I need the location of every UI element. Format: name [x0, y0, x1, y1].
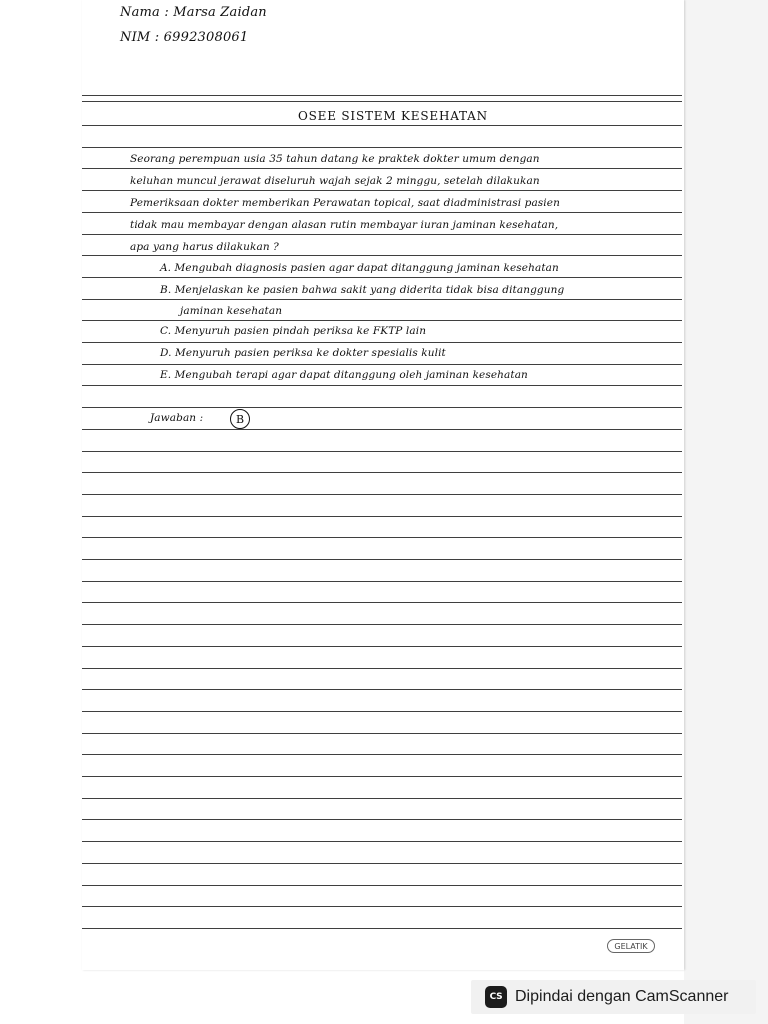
- ruled-line: [82, 819, 682, 820]
- ruled-line: [82, 516, 682, 517]
- ruled-line: [82, 101, 682, 102]
- ruled-line: [82, 320, 682, 321]
- question-line: apa yang harus dilakukan ?: [130, 241, 279, 253]
- ruled-line: [82, 451, 682, 452]
- camscanner-text: Dipindai dengan CamScanner: [515, 988, 729, 1005]
- ruled-line: [82, 277, 682, 278]
- ruled-line: [82, 494, 682, 495]
- camscanner-logo-icon: CS: [485, 986, 507, 1008]
- option-b-continued: jaminan kesehatan: [180, 305, 283, 317]
- ruled-line: [82, 668, 682, 669]
- ruled-line: [82, 407, 682, 408]
- option-b: B. Menjelaskan ke pasien bahwa sakit yang diderita tidak bisa ditanggung: [160, 284, 565, 296]
- ruled-line: [82, 602, 682, 603]
- ruled-line: [82, 711, 682, 712]
- ruled-line: [82, 559, 682, 560]
- question-line: Pemeriksaan dokter memberikan Perawatan topical, saat diadministrasi pasien: [130, 197, 560, 209]
- ruled-line: [82, 472, 682, 473]
- ruled-line: [82, 928, 682, 929]
- ruled-line: [82, 537, 682, 538]
- ruled-line: [82, 255, 682, 256]
- student-name: Nama : Marsa Zaidan: [120, 5, 267, 20]
- question-line: Seorang perempuan usia 35 tahun datang ke praktek dokter umum dengan: [130, 153, 540, 165]
- student-id: NIM : 6992308061: [120, 30, 249, 45]
- question-line: keluhan muncul jerawat diseluruh wajah sejak 2 minggu, setelah dilakukan: [130, 175, 540, 187]
- option-e: E. Mengubah terapi agar dapat ditanggung oleh jaminan kesehatan: [160, 369, 528, 381]
- page-edge-shadow: [684, 0, 768, 1024]
- ruled-line: [82, 754, 682, 755]
- ruled-line: [82, 342, 682, 343]
- notebook-sheet: [82, 0, 684, 970]
- camscanner-badge: [471, 980, 756, 1014]
- ruled-line: [82, 733, 682, 734]
- option-a: A. Mengubah diagnosis pasien agar dapat ditanggung jaminan kesehatan: [160, 262, 559, 274]
- ruled-line: [82, 885, 682, 886]
- ruled-line: [82, 385, 682, 386]
- ruled-line: [82, 364, 682, 365]
- ruled-line: [82, 95, 682, 96]
- page-title: OSEE SISTEM KESEHATAN: [298, 109, 488, 123]
- paper-brand-logo: GELATIK: [607, 939, 655, 953]
- ruled-line: [82, 689, 682, 690]
- ruled-line: [82, 798, 682, 799]
- ruled-line: [82, 212, 682, 213]
- ruled-line: [82, 125, 682, 126]
- ruled-line: [82, 190, 682, 191]
- answer-label: Jawaban :: [150, 412, 204, 424]
- ruled-line: [82, 234, 682, 235]
- ruled-line: [82, 776, 682, 777]
- ruled-line: [82, 841, 682, 842]
- question-line: tidak mau membayar dengan alasan rutin membayar iuran jaminan kesehatan,: [130, 219, 559, 231]
- ruled-line: [82, 646, 682, 647]
- ruled-line: [82, 863, 682, 864]
- answer-choice-circle: B: [230, 409, 250, 429]
- ruled-line: [82, 147, 682, 148]
- ruled-line: [82, 299, 682, 300]
- ruled-line: [82, 624, 682, 625]
- option-d: D. Menyuruh pasien periksa ke dokter spesialis kulit: [160, 347, 446, 359]
- option-c: C. Menyuruh pasien pindah periksa ke FKTP lain: [160, 325, 427, 337]
- ruled-line: [82, 429, 682, 430]
- ruled-line: [82, 906, 682, 907]
- ruled-line: [82, 168, 682, 169]
- ruled-line: [82, 581, 682, 582]
